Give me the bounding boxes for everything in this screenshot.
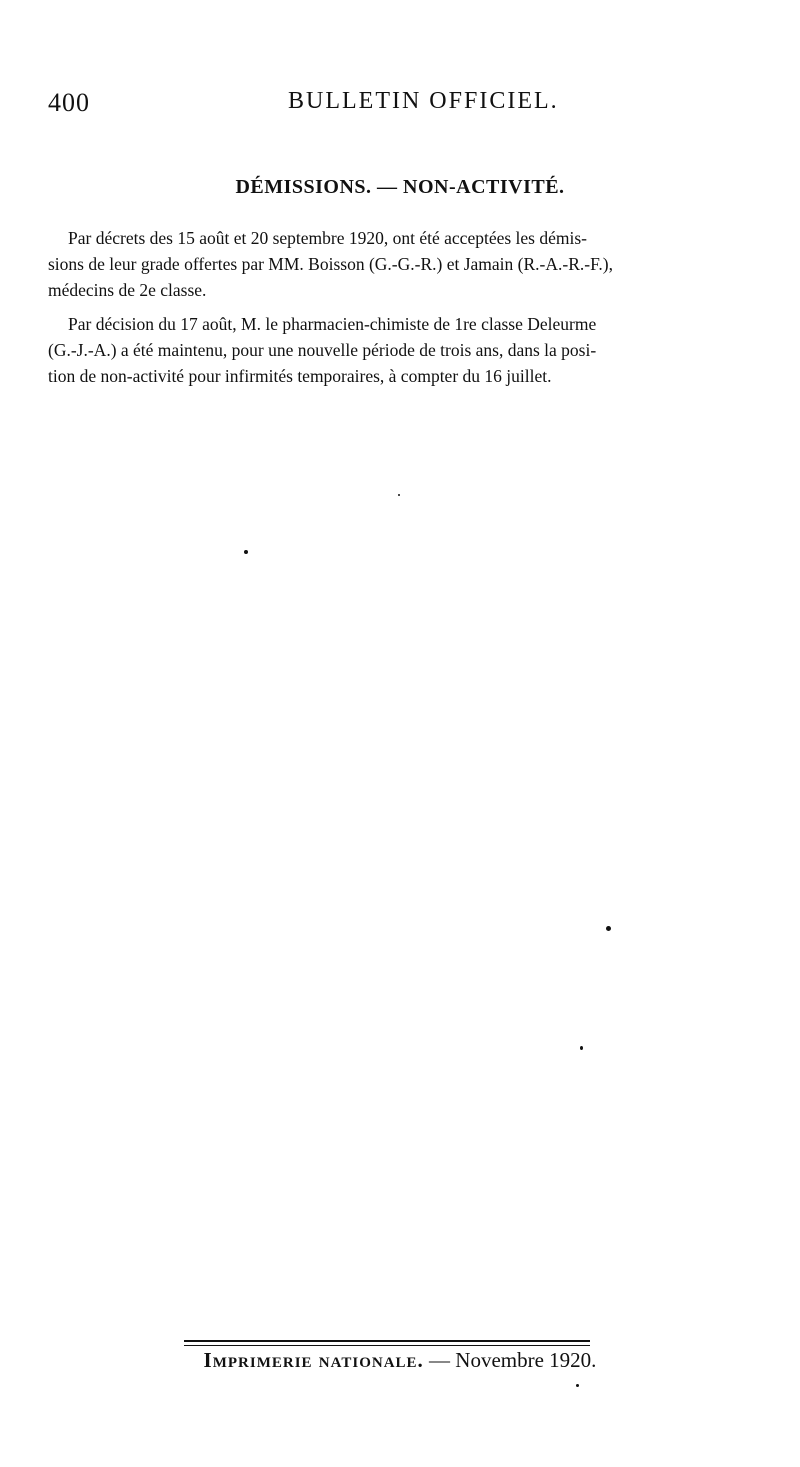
footer-rule-thin <box>184 1345 590 1346</box>
section-title: DÉMISSIONS. — NON-ACTIVITÉ. <box>235 176 565 198</box>
footer-rule <box>184 1340 590 1342</box>
scan-speck <box>244 550 248 554</box>
page-number: 400 <box>48 88 90 117</box>
footer-imprint <box>0 1348 800 1373</box>
paragraph-line: (G.-J.-A.) a été maintenu, pour une nouvelle période de trois ans, dans la posi- <box>48 340 597 360</box>
footer-separator: — <box>429 1348 451 1372</box>
paragraph-demissions <box>48 225 752 303</box>
scan-speck <box>398 494 400 496</box>
paragraph-line: sions de leur grade offertes par MM. Boisson (G.-G.-R.) et Jamain (R.-A.-R.-F.), <box>48 254 613 274</box>
paragraph-line: tion de non-activité pour infirmités temporaires, à compter du 16 juillet. <box>48 366 552 386</box>
scan-speck <box>576 1384 579 1387</box>
scan-speck <box>606 926 611 931</box>
print-date: Novembre 1920. <box>455 1348 597 1372</box>
paragraph-non-activite <box>48 311 752 389</box>
running-title: BULLETIN OFFICIEL. <box>288 88 559 114</box>
printer-name: Imprimerie nationale. <box>203 1348 424 1372</box>
paragraph-line: Par décision du 17 août, M. le pharmacien-chimiste de 1re classe Deleurme <box>68 314 597 334</box>
scan-speck <box>580 1046 583 1050</box>
paragraph-line: Par décrets des 15 août et 20 septembre 1920, ont été acceptées les démis- <box>68 228 587 248</box>
paragraph-line: médecins de 2e classe. <box>48 280 207 300</box>
